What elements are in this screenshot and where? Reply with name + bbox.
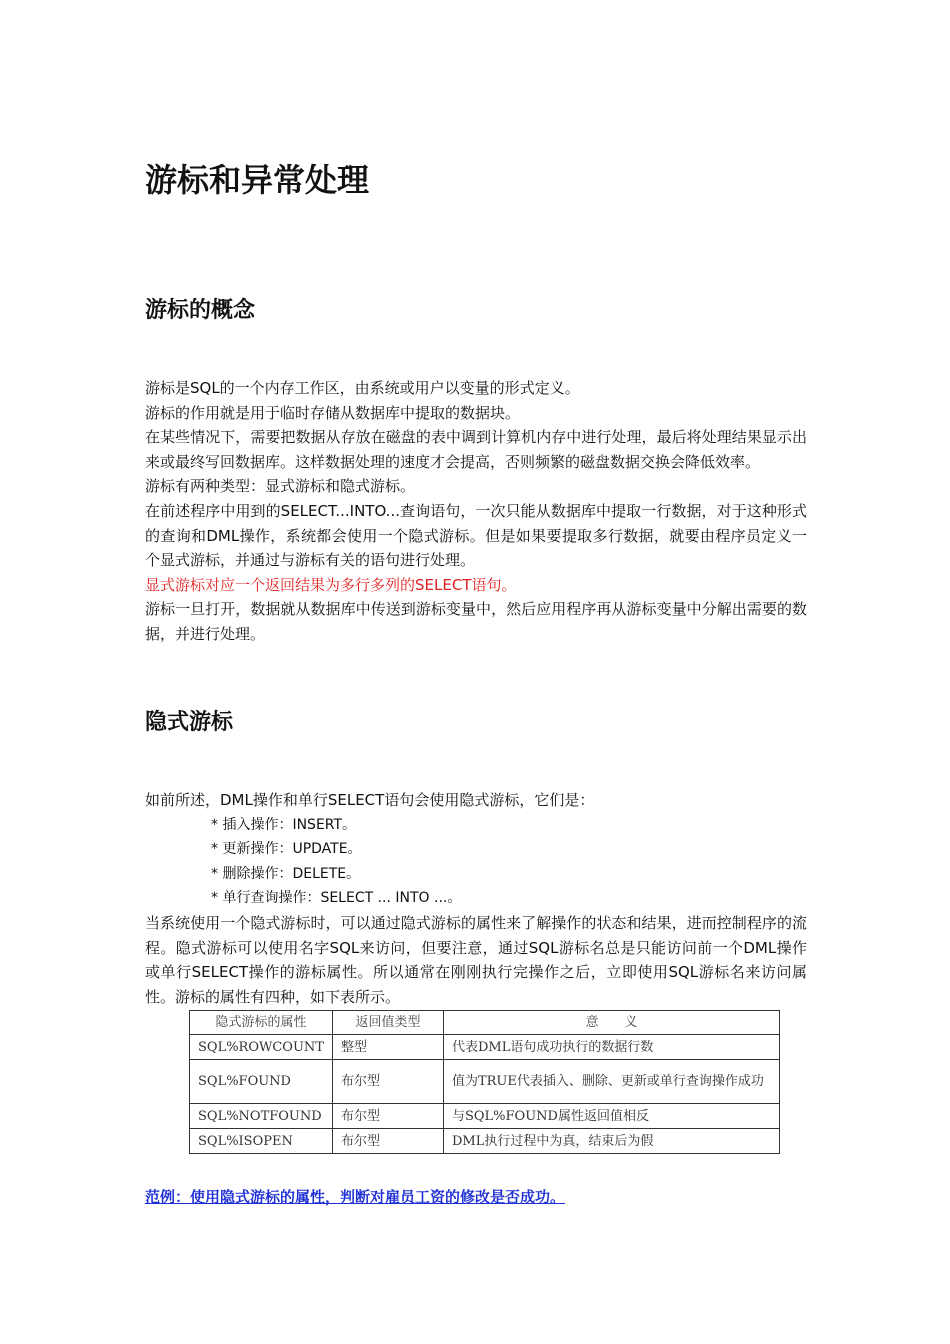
table-cell: SQL%ROWCOUNT [190, 1035, 333, 1060]
table-header-cell: 意 义 [443, 1011, 779, 1035]
document-title: 游标和异常处理 [145, 161, 370, 199]
table-row [190, 1129, 780, 1154]
table-cell: 整型 [332, 1035, 443, 1060]
paragraph: 如前所述，DML操作和单行SELECT语句会使用隐式游标，它们是： [145, 791, 595, 809]
highlighted-paragraph: 显式游标对应一个返回结果为多行多列的SELECT语句。 [145, 575, 517, 594]
paragraph: 游标的作用就是用于临时存储从数据库中提取的数据块。 [145, 403, 521, 422]
example-link[interactable]: 范例：使用隐式游标的属性，判断对雇员工资的修改是否成功。 [145, 1188, 566, 1206]
table-cell: SQL%NOTFOUND [190, 1104, 333, 1129]
bullet-item: * 单行查询操作：SELECT ... INTO ...。 [211, 890, 462, 907]
table-cell: SQL%FOUND [190, 1060, 333, 1104]
paragraph: 游标一旦打开，数据就从数据库中传送到游标变量中，然后应用程序再从游标变量中分解出需要的数据，并进行处理。 [145, 600, 807, 643]
bullet-item: * 插入操作：INSERT。 [211, 816, 357, 833]
bullet-item: * 删除操作：DELETE。 [211, 865, 361, 882]
section-heading-cursor-concept: 游标的概念 [145, 298, 256, 323]
table-cell: 与SQL%FOUND属性返回值相反 [443, 1104, 779, 1129]
table-cell: SQL%ISOPEN [190, 1129, 333, 1154]
table-row [190, 1035, 780, 1060]
paragraph: 当系统使用一个隐式游标时，可以通过隐式游标的属性来了解操作的状态和结果，进而控制程序的流程。隐式游标可以使用名字SQL来访问，但要注意，通过SQL游标名总是只能访问前一个DML操作或单行SELECT操作的游标属性。所以通常在刚刚执行完操作之后，立即使用SQL游标名来访问属性。游标的属性有四种，如下表所示。 [145, 913, 807, 1006]
table-header-cell: 隐式游标的属性 [190, 1011, 333, 1035]
table-cell: DML执行过程中为真，结束后为假 [443, 1129, 779, 1154]
table-cell: 布尔型 [332, 1060, 443, 1104]
table-cell: 布尔型 [332, 1104, 443, 1129]
table-header-row [190, 1011, 780, 1035]
bullet-item: * 更新操作：UPDATE。 [211, 841, 362, 858]
table-cell: 布尔型 [332, 1129, 443, 1154]
section-heading-implicit-cursor: 隐式游标 [145, 710, 234, 735]
paragraph: 游标是SQL的一个内存工作区，由系统或用户以变量的形式定义。 [145, 379, 580, 397]
table-cell: 代表DML语句成功执行的数据行数 [443, 1035, 779, 1060]
table-header-cell: 返回值类型 [332, 1011, 443, 1035]
table-row [190, 1104, 780, 1129]
table-cell: 值为TRUE代表插入、删除、更新或单行查询操作成功 [443, 1060, 779, 1104]
paragraph: 游标有两种类型：显式游标和隐式游标。 [145, 477, 416, 496]
paragraph: 在某些情况下，需要把数据从存放在磁盘的表中调到计算机内存中进行处理，最后将处理结果显示出来或最终写回数据库。这样数据处理的速度才会提高，否则频繁的磁盘数据交换会降低效率。 [145, 428, 807, 471]
cursor-attributes-table [189, 1010, 780, 1154]
paragraph: 在前述程序中用到的SELECT...INTO...查询语句，一次只能从数据库中提取一行数据，对于这种形式的查询和DML操作，系统都会使用一个隐式游标。但是如果要提取多行数据，就要由程序员定义一个显式游标，并通过与游标有关的语句进行处理。 [145, 501, 807, 570]
implicit-cursor-body [145, 788, 807, 1009]
table-row [190, 1060, 780, 1104]
cursor-concept-body [145, 376, 807, 647]
